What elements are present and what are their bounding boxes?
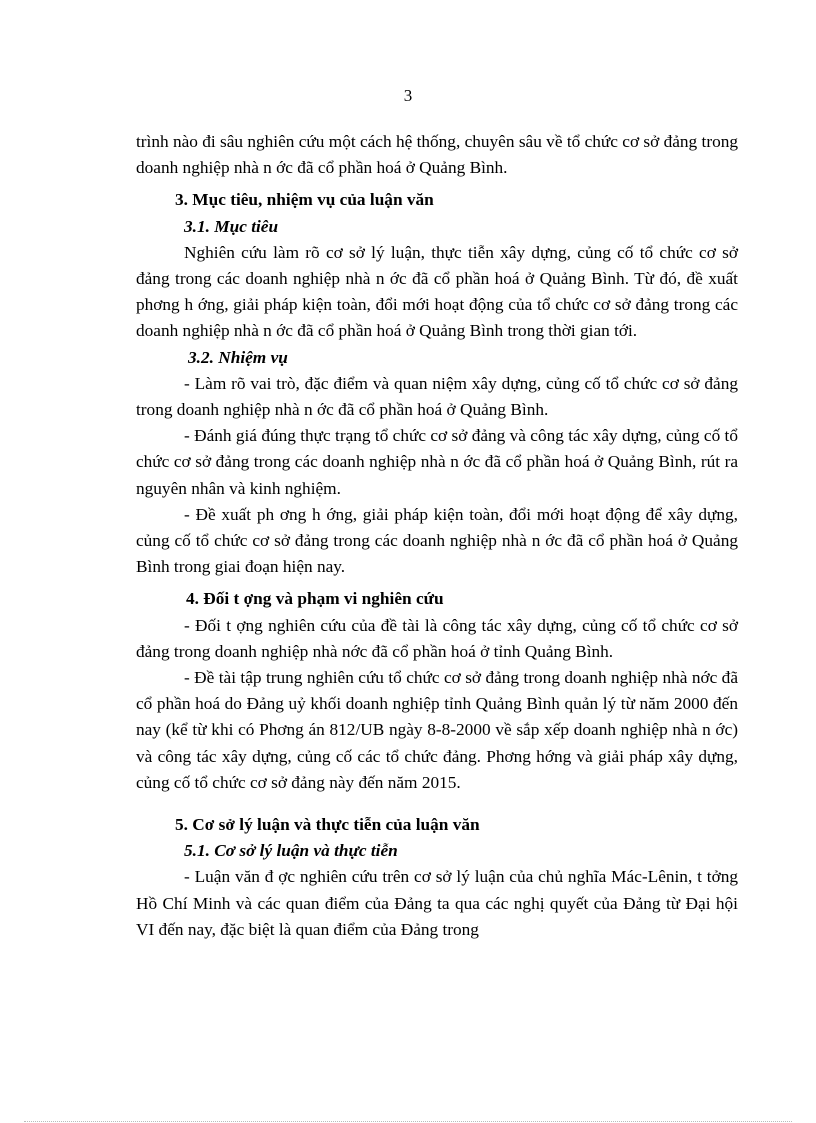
heading-section-4: 4. Đối t ợng và phạm vi nghiên cứu (186, 589, 444, 609)
heading-section-3: 3. Mục tiêu, nhiệm vụ của luận văn (175, 190, 434, 210)
heading-section-5: 5. Cơ sở lý luận và thực tiễn của luận văn (175, 815, 480, 835)
paragraph-basis: - Luận văn đ ợc nghiên cứu trên cơ sở lý luận của chủ nghĩa Mác-Lênin, t tởng Hồ Chí Minh và các quan điểm của Đảng ta qua các nghị quyết của Đảng từ Đại hội VI đến nay, đặc biệt là quan điểm của Đảng trong (136, 867, 738, 939)
paragraph-subject: - Đối t ợng nghiên cứu của đề tài là công tác xây dựng, củng cố tổ chức cơ sở đảng trong doanh nghiệp nhà nớc đã cổ phần hoá ở tỉnh Quảng Bình. (136, 615, 738, 661)
heading-section-3-1: 3.1. Mục tiêu (184, 216, 279, 236)
document-body (136, 129, 738, 943)
paragraph-task-2: - Đánh giá đúng thực trạng tổ chức cơ sở đảng và công tác xây dựng, củng cố tổ chức cơ sở đảng trong các doanh nghiệp nhà n ớc đã cổ phần hoá ở Quảng Bình, rút ra nguyên nhân và kinh nghiệm. (136, 426, 738, 498)
paragraph-objectives: Nghiên cứu làm rõ cơ sở lý luận, thực tiễn xây dựng, củng cố tổ chức cơ sở đảng trong các doanh nghiệp nhà n ớc đã cổ phần hoá ở Quảng Bình. Từ đó, đề xuất phơng h ớng, giải pháp kiện toàn, đổi mới hoạt động của tổ chức cơ sở đảng trong các doanh nghiệp nhà n ớc đã cổ phần hoá ở Quảng Bình trong thời gian tới. (136, 242, 738, 341)
paragraph-task-1: - Làm rõ vai trò, đặc điểm và quan niệm xây dựng, củng cố tổ chức cơ sở đảng trong doanh nghiệp nhà n ớc đã cổ phần hoá ở Quảng Bình. (136, 373, 738, 420)
page-bottom-rule (24, 1121, 792, 1122)
paragraph-task-3: - Đề xuất ph ơng h ớng, giải pháp kiện toàn, đổi mới hoạt động để xây dựng, củng cố tổ chức cơ sở đảng trong các doanh nghiệp nhà n ớc đã cổ phần hoá ở Quảng Bình trong giai đoạn hiện nay. (136, 504, 738, 577)
heading-section-5-1: 5.1. Cơ sở lý luận và thực tiễn (184, 841, 398, 861)
paragraph-scope: - Đề tài tập trung nghiên cứu tổ chức cơ sở đảng trong doanh nghiệp nhà nớc đã cổ phần hoá do Đảng uỷ khối doanh nghiệp tỉnh Quảng Bình quản lý từ năm 2000 đến nay (kể từ khi có Phơng án 812/UB ngày 8-8-2000 về sắp xếp doanh nghiệp nhà n ớc) và công tác xây dựng, củng cố các tổ chức đảng. Phơng hớng và giải pháp xây dựng, củng cố tổ chức cơ sở đảng này đến năm 2015. (136, 668, 738, 792)
heading-section-3-2: 3.2. Nhiệm vụ (188, 347, 288, 367)
page-number: 3 (403, 86, 413, 105)
paragraph-continuation: trình nào đi sâu nghiên cứu một cách hệ thống, chuyên sâu về tổ chức cơ sở đảng trong doanh nghiệp nhà n ớc đã cổ phần hoá ở Quảng Bình. (136, 132, 738, 178)
